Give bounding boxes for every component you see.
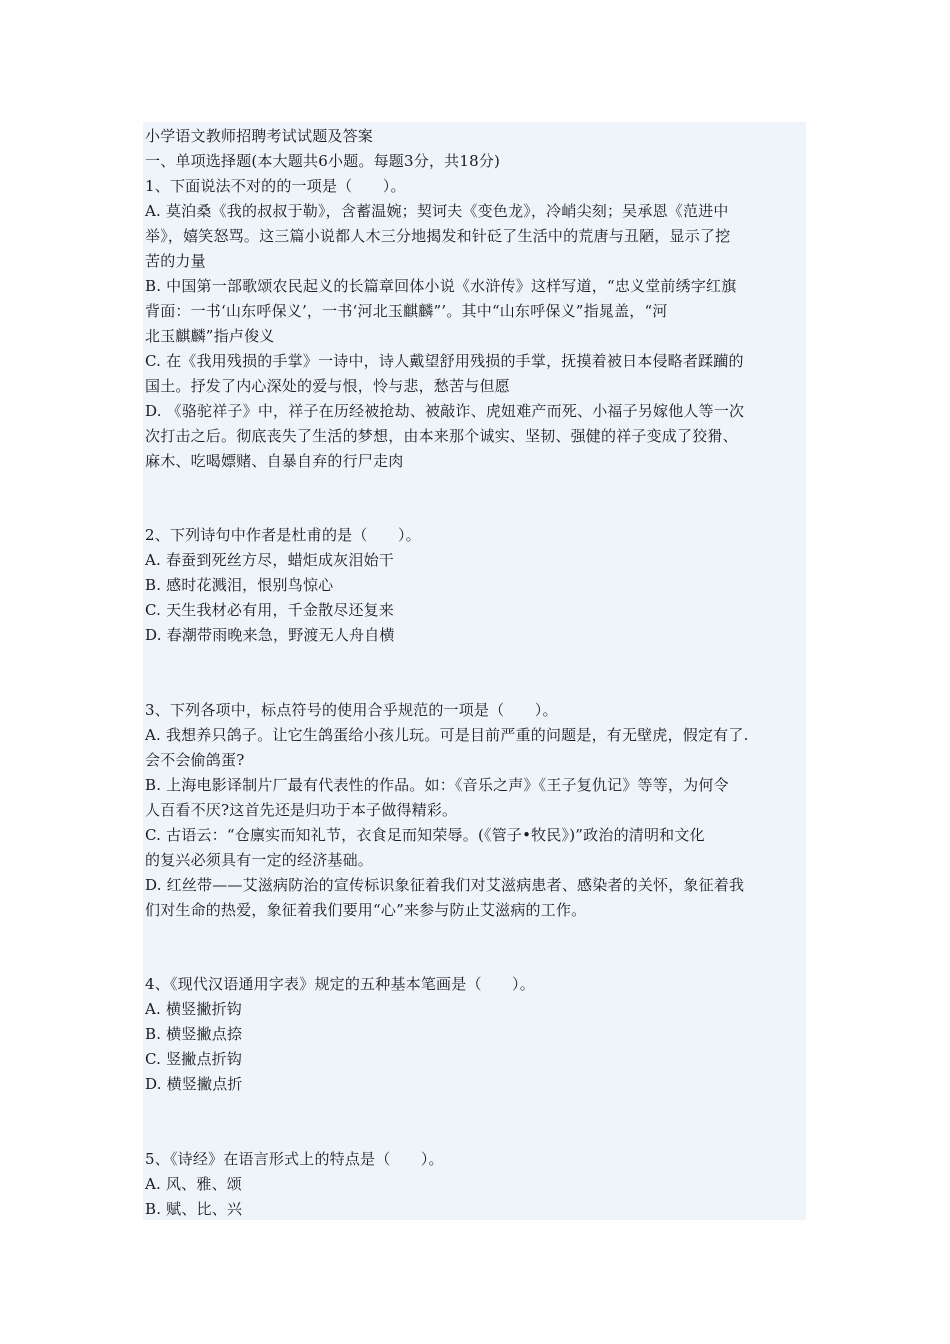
question-1-stem: 1、下面说法不对的的一项是（ ）。 [145, 177, 406, 195]
question-2-option-c: C. 天生我材必有用，千金散尽还复来 [145, 601, 395, 619]
question-2-option-a: A. 春蚕到死丝方尽，蜡炬成灰泪始干 [145, 551, 394, 569]
question-4-option-d: D. 横竖撇点折 [145, 1075, 243, 1093]
question-3-option-c-line-1: C. 古语云：“仓廪实而知礼节，衣食足而知荣辱。(《管子•牧民》)”政治的清明和文化 [145, 826, 705, 844]
document-title: 小学语文教师招聘考试试题及答案 [145, 127, 374, 145]
question-1-option-a-line-3: 苦的力量 [145, 252, 206, 270]
question-5-option-a: A. 风、雅、颂 [145, 1175, 242, 1193]
question-5-option-b: B. 赋、比、兴 [145, 1200, 243, 1218]
question-3-option-c-line-2: 的复兴必须具有一定的经济基础。 [145, 851, 374, 869]
question-1-option-a-line-2: 举》，嬉笑怒骂。这三篇小说都人木三分地揭发和针砭了生活中的荒唐与丑陋，显示了挖 [145, 227, 731, 245]
question-3-option-a-line-1: A. 我想养只鸽子。让它生鸽蛋给小孩儿玩。可是目前严重的问题是，有无壁虎，假定有了. [145, 726, 749, 744]
question-3-option-b-line-1: B. 上海电影译制片厂最有代表性的作品。如：《音乐之声》《王子复仇记》等等，为何令 [145, 776, 729, 794]
question-4-option-a: A. 横竖撇折钩 [145, 1000, 242, 1018]
question-3-option-d-line-2: 们对生命的热爱，象征着我们要用“心”来参与防止艾滋病的工作。 [145, 901, 587, 919]
question-1-option-b-line-2: 背面：一书‘山东呼保义’，一书‘河北玉麒麟”’。其中“山东呼保义”指晁盖，“河 [145, 302, 668, 320]
question-3-option-d-line-1: D. 红丝带——艾滋病防治的宣传标识象征着我们对艾滋病患者、感染者的关怀，象征着我 [145, 876, 745, 894]
question-3-stem: 3、下列各项中，标点符号的使用合乎规范的一项是（ ）。 [145, 701, 558, 719]
question-3-option-a-line-2: 会不会偷鸽蛋? [145, 751, 245, 769]
question-4-option-c: C. 竖撇点折钩 [145, 1050, 243, 1068]
question-1-option-d-line-3: 麻木、吃喝嫖赌、自暴自弃的行尸走肉 [145, 452, 404, 470]
document-page [143, 122, 806, 1220]
question-3-option-b-line-2: 人百看不厌?这首先还是归功于本子做得精彩。 [145, 801, 458, 819]
question-1-option-b-line-1: B. 中国第一部歌颂农民起义的长篇章回体小说《水浒传》这样写道，“忠义堂前绣字红旗 [145, 277, 737, 295]
question-4-option-b: B. 横竖撇点捺 [145, 1025, 243, 1043]
question-2-option-b: B. 感时花溅泪，恨别鸟惊心 [145, 576, 334, 594]
question-1-option-d-line-2: 次打击之后。彻底丧失了生活的梦想，由本来那个诚实、坚韧、强健的祥子变成了狡猾、 [145, 427, 738, 445]
question-5-stem: 5、《诗经》在语言形式上的特点是（ ）。 [145, 1150, 444, 1168]
question-1-option-a-line-1: A. 莫泊桑《我的叔叔于勒》，含蓄温婉；契诃夫《变色龙》，冷峭尖刻；吴承恩《范进中 [145, 202, 729, 220]
question-2-stem: 2、下列诗句中作者是杜甫的是（ ）。 [145, 526, 421, 544]
question-1-option-c-line-2: 国土。抒发了内心深处的爱与恨，怜与悲，愁苦与但愿 [145, 377, 510, 395]
section-heading: 一、单项选择题(本大题共6小题。每题3分，共18分) [145, 152, 501, 170]
question-1-option-b-line-3: 北玉麒麟”指卢俊义 [145, 327, 275, 345]
question-4-stem: 4、《现代汉语通用字表》规定的五种基本笔画是（ ）。 [145, 975, 535, 993]
question-1-option-c-line-1: C. 在《我用残损的手掌》一诗中，诗人戴望舒用残损的手掌，抚摸着被日本侵略者蹂躏的 [145, 352, 744, 370]
question-1-option-d-line-1: D. 《骆驼祥子》中，祥子在历经被抢劫、被敲诈、虎妞难产而死、小福子另嫁他人等一次 [145, 402, 745, 420]
question-2-option-d: D. 春潮带雨晚来急，野渡无人舟自横 [145, 626, 395, 644]
